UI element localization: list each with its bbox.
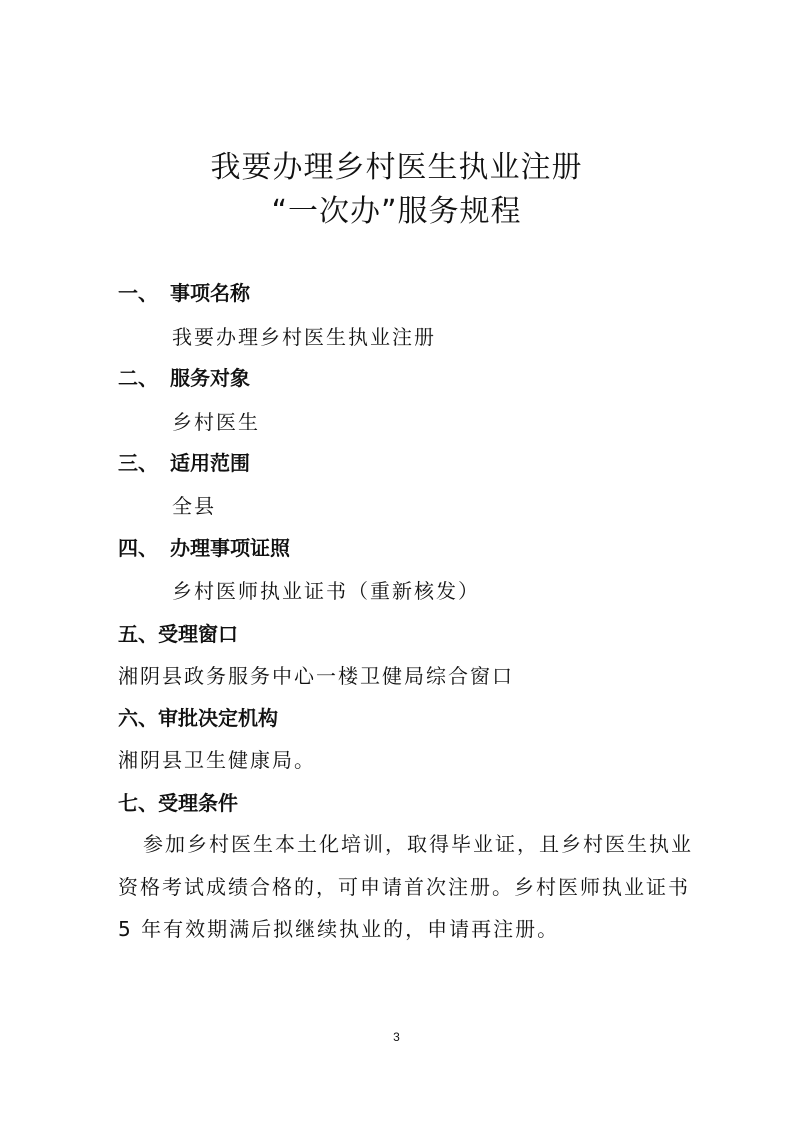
section-6-heading [118, 702, 278, 731]
section-5-title: 受理窗口 [158, 622, 238, 646]
section-4-body: 乡村医师执业证书（重新核发） [172, 579, 480, 603]
section-5-heading [118, 618, 238, 647]
document-title-line-1: 我要办理乡村医生执业注册 [210, 150, 583, 185]
section-5-number: 五、 [118, 622, 158, 646]
section-7-line-1: 参加乡村医生本土化培训，取得毕业证，且乡村医生执业 [143, 832, 693, 856]
section-6-body: 湘阴县卫生健康局。 [118, 748, 316, 772]
document-title-line-2: “一次办”服务规程 [271, 194, 522, 229]
section-6-number: 六、 [118, 706, 158, 730]
section-3-title: 适用范围 [170, 451, 250, 475]
section-3-heading [118, 447, 250, 476]
section-3-number: 三、 [118, 451, 158, 475]
section-7-number: 七、 [118, 791, 158, 815]
section-4-number: 四、 [118, 536, 158, 560]
section-1-heading [118, 277, 250, 306]
section-4-heading [118, 532, 290, 561]
section-1-body: 我要办理乡村医生执业注册 [172, 325, 436, 349]
section-2-title: 服务对象 [170, 366, 250, 390]
section-1-number: 一、 [118, 281, 158, 305]
section-2-number: 二、 [118, 366, 158, 390]
section-6-title: 审批决定机构 [158, 706, 278, 730]
section-3-body: 全县 [172, 494, 216, 518]
section-7-line-2: 资格考试成绩合格的，可申请首次注册。乡村医师执业证书 [118, 875, 690, 899]
section-1-title: 事项名称 [170, 281, 250, 305]
section-5-body: 湘阴县政务服务中心一楼卫健局综合窗口 [118, 664, 514, 688]
section-4-title: 办理事项证照 [170, 536, 290, 560]
page-number: 3 [393, 1030, 400, 1044]
section-7-line-3: 5 年有效期满后拟继续执业的，申请再注册。 [118, 917, 560, 941]
section-7-title: 受理条件 [158, 791, 238, 815]
section-2-body: 乡村医生 [172, 410, 260, 434]
section-7-heading [118, 787, 238, 816]
section-2-heading [118, 362, 250, 391]
